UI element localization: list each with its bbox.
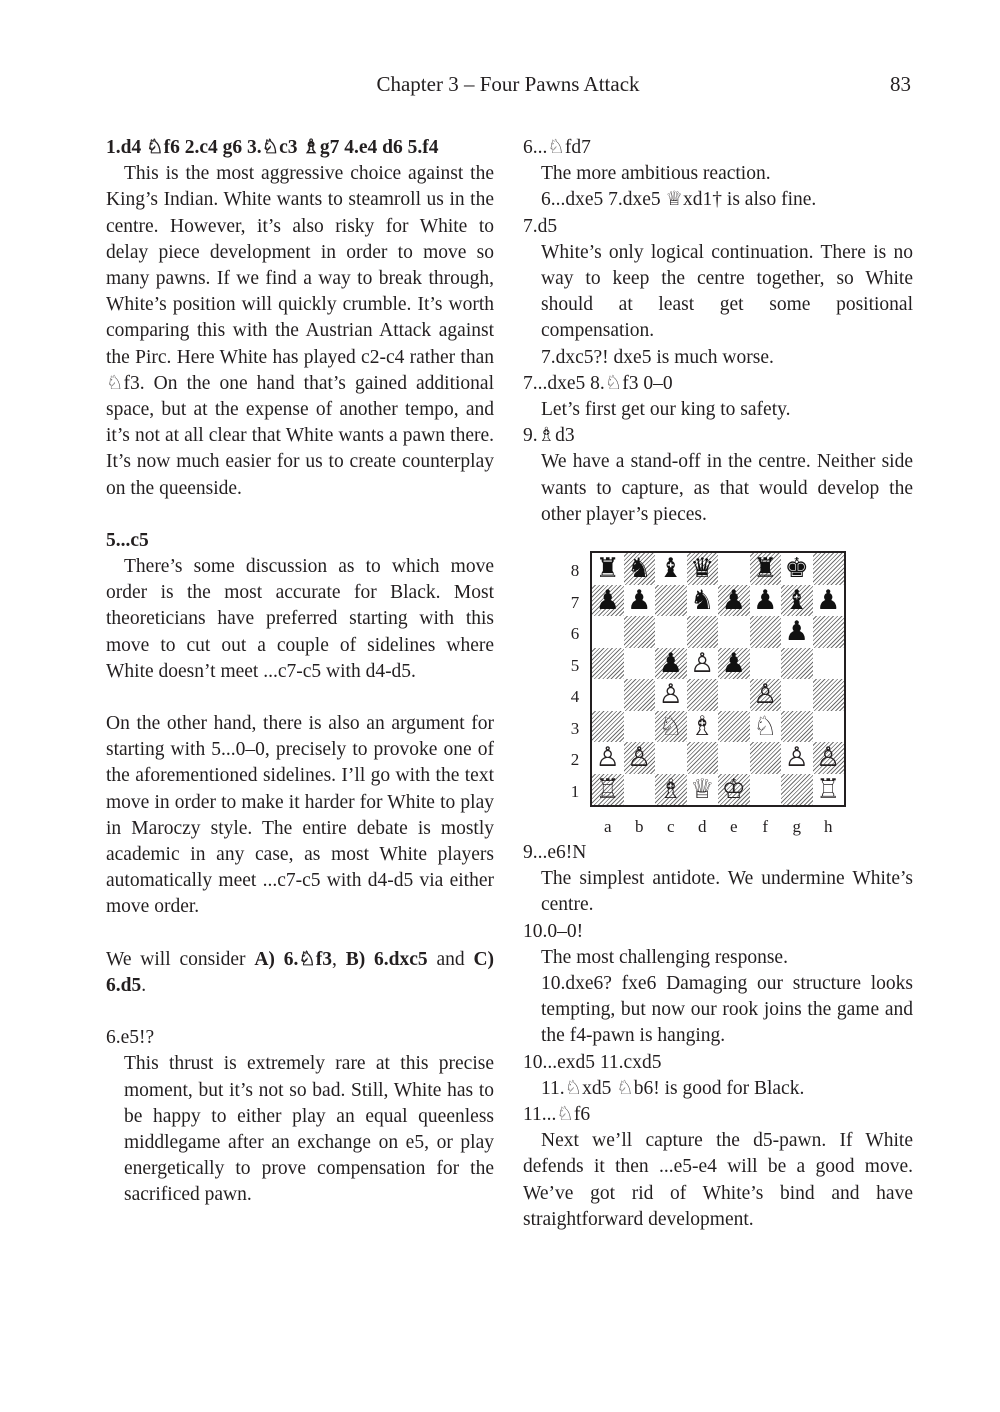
square-a3	[592, 711, 624, 743]
square-a4	[592, 679, 624, 711]
square-a2	[592, 742, 624, 774]
square-c7	[655, 585, 687, 617]
move-line: 10...exd5 11.cxd5	[523, 1051, 662, 1073]
black-pawn-icon: ♟	[721, 647, 746, 679]
black-rook-icon: ♜	[753, 553, 778, 585]
square-d1	[687, 774, 719, 806]
white-pawn-icon: ♙	[753, 679, 778, 711]
square-f1	[750, 774, 782, 806]
square-g2	[781, 742, 813, 774]
square-e3	[718, 711, 750, 743]
move-note: White’s only logical continuation. There is no way to keep the centre together, so White should at least get some positional compensation.	[541, 241, 913, 342]
paragraph: This is the most aggressive choice against the King’s Indian. White wants to steamroll us in the centre. However, it’s also risky for White to delay piece development in order to move so many pawns. If we find a way to break through, White’s position will quickly crumble. It’s worth comparing this with the Austrian Attack against the Pirc. Here White has played c2-c4 rather than ♘f3. On the one hand that’s gained additional space, but at the expense of another tempo, and it’s not at all clear that White wants a pawn there. It’s now much easier for us to create counterplay on the queenside.	[106, 163, 494, 499]
square-b6	[624, 616, 656, 648]
black-knight-icon: ♞	[627, 553, 652, 585]
square-h2	[813, 742, 845, 774]
white-knight-icon: ♘	[753, 710, 778, 742]
square-d3	[687, 711, 719, 743]
move-note: The more ambitious reaction.	[541, 163, 771, 185]
rank-label: 8	[570, 561, 580, 581]
page-number: 83	[890, 72, 911, 96]
move-note: 6...dxe5 7.dxe5 ♕xd1† is also fine.	[541, 189, 817, 211]
rank-label: 5	[570, 655, 580, 675]
square-h6	[813, 616, 845, 648]
black-rook-icon: ♜	[595, 553, 620, 585]
move-note: Next we’ll capture the d5-pawn. If White defends it then ...e5-e4 will be a good move. We’ve got rid of White’s bind and have straightforward development.	[523, 1130, 913, 1230]
square-e7	[718, 585, 750, 617]
square-b4	[624, 679, 656, 711]
rank-label: 3	[570, 718, 580, 738]
square-e5	[718, 648, 750, 680]
square-b8	[624, 553, 656, 585]
rank-label: 6	[570, 624, 580, 644]
black-king-icon: ♚	[784, 553, 809, 585]
square-d2	[687, 742, 719, 774]
square-h7	[813, 585, 845, 617]
rank-label: 2	[570, 750, 580, 770]
black-queen-icon: ♛	[690, 553, 715, 585]
square-a8	[592, 553, 624, 585]
paragraph: There’s some discussion as to which move order is the most accurate for Black. Most theoreticians have preferred starting with this move to cut out a couple of sidelines where White doesn’t meet ...c7-c5 with d4-d5.	[106, 556, 494, 682]
black-pawn-icon: ♟	[816, 584, 841, 616]
variation-b: B) 6.dxc5	[345, 948, 428, 970]
square-c4	[655, 679, 687, 711]
square-g6	[781, 616, 813, 648]
black-pawn-icon: ♟	[627, 584, 652, 616]
move-note: The simplest antidote. We undermine White’s centre.	[541, 868, 913, 916]
file-label: f	[762, 817, 769, 837]
move-line: 7.d5	[523, 215, 558, 237]
white-bishop-icon: ♗	[658, 773, 683, 805]
square-f7	[750, 585, 782, 617]
black-bishop-icon: ♝	[784, 584, 809, 616]
square-c2	[655, 742, 687, 774]
move-heading: 1.d4 ♘f6 2.c4 g6 3.♘c3 ♗g7 4.e4 d6 5.f4	[106, 137, 439, 158]
rank-label: 7	[570, 592, 580, 612]
white-rook-icon: ♖	[816, 773, 841, 805]
move-line: 11...♘f6	[523, 1104, 591, 1126]
square-e2	[718, 742, 750, 774]
square-c8	[655, 553, 687, 585]
square-a1	[592, 774, 624, 806]
square-h1	[813, 774, 845, 806]
square-f2	[750, 742, 782, 774]
move-note: 7.dxc5?! dxe5 is much worse.	[541, 346, 774, 368]
file-label: b	[635, 817, 644, 837]
black-pawn-icon: ♟	[658, 647, 683, 679]
file-label: g	[792, 817, 801, 837]
square-g8	[781, 553, 813, 585]
file-label: c	[666, 817, 675, 837]
file-label: a	[603, 817, 612, 837]
chess-board	[590, 551, 846, 807]
black-pawn-icon: ♟	[753, 584, 778, 616]
square-f8	[750, 553, 782, 585]
white-pawn-icon: ♙	[784, 742, 809, 774]
square-e6	[718, 616, 750, 648]
black-bishop-icon: ♝	[658, 553, 683, 585]
move-line: 9...e6!N	[523, 842, 587, 864]
file-label: e	[729, 817, 738, 837]
square-f3	[750, 711, 782, 743]
black-pawn-icon: ♟	[721, 584, 746, 616]
square-b2	[624, 742, 656, 774]
white-pawn-icon: ♙	[595, 742, 620, 774]
white-pawn-icon: ♙	[690, 647, 715, 679]
square-a7	[592, 585, 624, 617]
square-f5	[750, 648, 782, 680]
square-a6	[592, 616, 624, 648]
move-line: 7...dxe5 8.♘f3 0–0	[523, 372, 673, 394]
rank-label: 4	[570, 687, 580, 707]
move-note: The most challenging response.	[541, 946, 788, 968]
move-line: 6...♘fd7	[523, 137, 591, 158]
variation-c: C) 6.d5	[106, 948, 495, 996]
running-head	[0, 72, 1000, 98]
paragraph: On the other hand, there is also an argument for starting with 5...0–0, precisely to provoke one of the aforementioned sidelines. I’ll go with the text move in order to make it harder for White to play in Maroczy style. The entire debate is mostly academic in any case, as most White players automatically meet ...c7-c5 with d4-d5 via either move order.	[106, 713, 494, 918]
square-h3	[813, 711, 845, 743]
move-note: We have a stand-off in the centre. Neither side wants to capture, as that would develop the other player’s pieces.	[541, 451, 913, 525]
black-pawn-icon: ♟	[784, 616, 809, 648]
move-line: 6.e5!?	[106, 1027, 155, 1049]
square-d5	[687, 648, 719, 680]
square-g1	[781, 774, 813, 806]
white-knight-icon: ♘	[658, 710, 683, 742]
square-g3	[781, 711, 813, 743]
left-column	[106, 135, 494, 1209]
chess-diagram	[523, 536, 913, 840]
variation-overview: We will consider A) 6.♘f3, B) 6.dxc5 and C) 6.d5.	[106, 948, 495, 996]
square-c3	[655, 711, 687, 743]
move-note: 11.♘xd5 ♘b6! is good for Black.	[541, 1077, 805, 1099]
variation-a: A) 6.♘f3	[254, 948, 333, 970]
file-label: d	[698, 817, 707, 837]
square-a5	[592, 648, 624, 680]
square-e8	[718, 553, 750, 585]
move-note: 10.dxe6? fxe6 Damaging our structure looks tempting, but now our rook joins the game and the f4-pawn is hanging.	[541, 973, 913, 1047]
black-knight-icon: ♞	[690, 584, 715, 616]
square-d6	[687, 616, 719, 648]
white-rook-icon: ♖	[595, 773, 620, 805]
square-d8	[687, 553, 719, 585]
square-e1	[718, 774, 750, 806]
square-g5	[781, 648, 813, 680]
white-pawn-icon: ♙	[816, 742, 841, 774]
black-pawn-icon: ♟	[595, 584, 620, 616]
rank-label: 1	[570, 781, 580, 801]
square-c1	[655, 774, 687, 806]
move-note: This thrust is extremely rare at this precise moment, but it’s not so bad. Still, White has to be happy to either play an equal queenless middlegame after an exchange on e5, or play energetically to prove compensation for the sacrificed pawn.	[124, 1053, 494, 1206]
square-e4	[718, 679, 750, 711]
square-h4	[813, 679, 845, 711]
square-c6	[655, 616, 687, 648]
square-h8	[813, 553, 845, 585]
square-b3	[624, 711, 656, 743]
right-column	[523, 135, 913, 1233]
square-g4	[781, 679, 813, 711]
white-pawn-icon: ♙	[658, 679, 683, 711]
square-c5	[655, 648, 687, 680]
chapter-title: Chapter 3 – Four Pawns Attack	[376, 72, 640, 96]
white-pawn-icon: ♙	[627, 742, 652, 774]
square-d7	[687, 585, 719, 617]
square-h5	[813, 648, 845, 680]
move-note: Let’s first get our king to safety.	[541, 399, 791, 421]
white-bishop-icon: ♗	[690, 710, 715, 742]
square-g7	[781, 585, 813, 617]
move-heading: 5...c5	[106, 529, 149, 551]
square-f4	[750, 679, 782, 711]
square-d4	[687, 679, 719, 711]
white-queen-icon: ♕	[690, 773, 715, 805]
move-line: 9.♗d3	[523, 425, 575, 447]
move-line: 10.0–0!	[523, 920, 584, 942]
square-b5	[624, 648, 656, 680]
square-f6	[750, 616, 782, 648]
white-king-icon: ♔	[721, 773, 746, 805]
square-b7	[624, 585, 656, 617]
square-b1	[624, 774, 656, 806]
file-label: h	[824, 817, 833, 837]
